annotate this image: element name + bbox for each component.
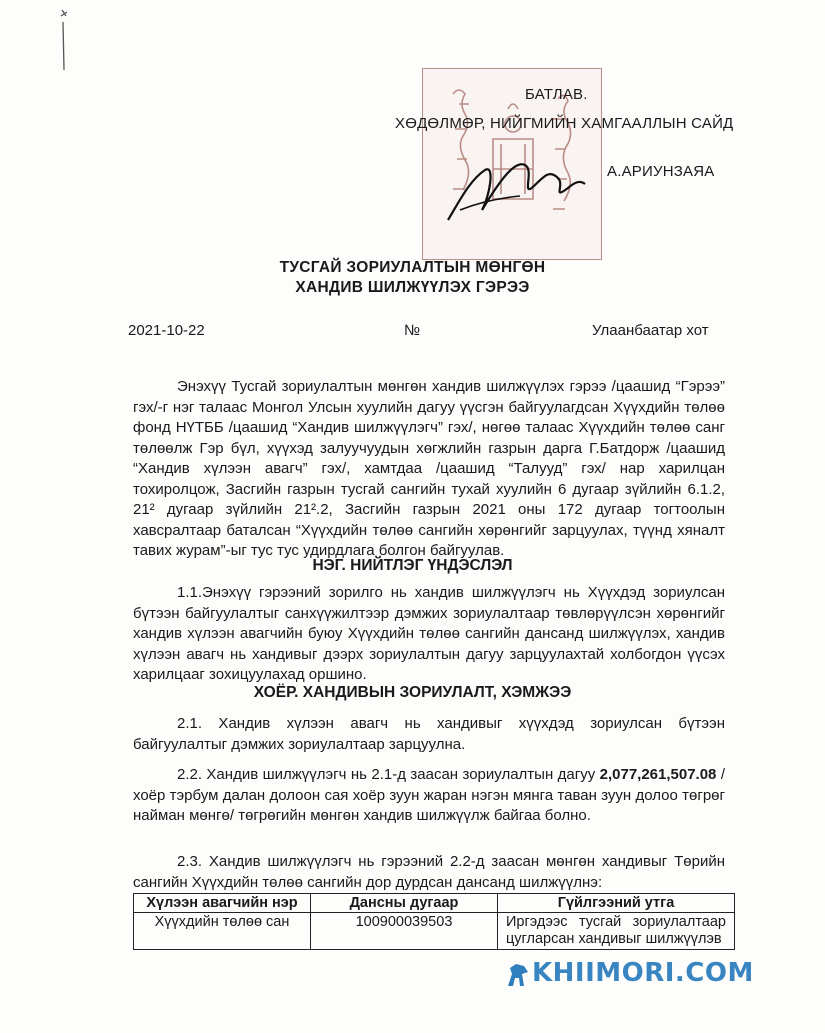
section-2-heading: ХОЁР. ХАНДИВЫН ЗОРИУЛАЛТ, ХЭМЖЭЭ (253, 684, 572, 701)
document-number-label: № (404, 322, 421, 339)
section-2-paragraph-2 (133, 765, 725, 827)
intro-paragraph: Энэхүү Тусгай зориулалтын мөнгөн хандив шилжүүлэх гэрээ /цаашид “Гэрээ” гэх/-г нэг талаас Монгол Улсын хуулийн дагуу үүсгэн байгуулагдсан Хүүхдийн төлөө фонд НҮТББ /цаашид “Хандив шилжүүлэгч” гэх/, нөгөө талаас Хүүхдийн төлөө санг төлөөлж Гэр бүл, хүүхэд залуучуудын хөгжлийн газрын дарга Г.Батдорж /цаашид “Хандив хүлээн авагч” гэх/, хамтдаа /цаашид “Талууд” гэх/ нар харилцан тохиролцож, Засгийн газрын тусгай сангийн тухай хуулийн 6 дугаар зүйлийн 6.1.2, 21² дугаар зүйлийн 21².2, Засгийн газрын 2021 оны 172 дугаар тогтоолын хавсралтаар баталсан “Хүүхдийн төлөө сангийн хөрөнгийг зарцуулах, түүнд хяналт тавих журам”-ыг тус тус удирдлага болгон байгуулав. (133, 378, 725, 559)
amount-lead-text: 2.2. Хандив шилжүүлэгч нь 2.1-д заасан зориулалтын дагуу (177, 766, 600, 783)
approval-name: А.АРИУНЗАЯА (607, 163, 715, 180)
approval-label: БАТЛАВ. (525, 86, 588, 103)
amount-words-text: /хоёр тэрбум далан долоон сая хоёр зуун жаран нэгэн мянга таван зуун долоо төгрөг найман мөнгө/ төгрөгийн мөнгөн хандив шилжүүлж байгаа болно. (133, 766, 725, 824)
table-header-row (134, 894, 735, 913)
site-watermark: KHIIMORI.COM (532, 958, 754, 988)
document-date: 2021-10-22 (128, 322, 205, 339)
table-header-account: Дансны дугаар (311, 894, 498, 913)
account-table (133, 893, 735, 950)
title-line-1: ТУСГАЙ ЗОРИУЛАЛТЫН МӨНГӨН (279, 259, 546, 276)
table-cell-purpose: Иргэдээс тусгай зориулалтаар цугларсан хандивыг шилжүүлэв (498, 913, 735, 950)
section-1-heading: НЭГ. НИЙТЛЭГ ҮНДЭСЛЭЛ (312, 557, 513, 574)
signature (440, 140, 590, 230)
table-cell-recipient: Хүүхдийн төлөө сан (134, 913, 311, 950)
table-cell-account: 100900039503 (311, 913, 498, 950)
section-2-paragraph-3: 2.3. Хандив шилжүүлэгч нь гэрээний 2.2-д заасан мөнгөн хандивыг Төрийн сангийн Хүүхдийн төлөө сангийн дор дурдсан дансанд шилжүүлнэ: (133, 853, 725, 891)
document-city: Улаанбаатар хот (592, 322, 709, 339)
document-title (0, 258, 825, 298)
section-1-paragraph-1: 1.1.Энэхүү гэрээний зорилго нь хандив шилжүүлэгч нь Хүүхдэд зориулсан бүтээн байгуулалтыг санхүүжилтээр дэмжих зориулалтаар төвлөрүүлсэн хөрөнгийг хандив хүлээн авагчийн буюу Хүүхдийн төлөө сангийн дансанд шилжүүлэх, хандив хүлээн авагч нь хандивыг дээрх зориулалтын дагуу зарцуулахтай холбогдон үүсэх харилцааг зохицуулахад оршино. (133, 584, 725, 683)
donation-amount: 2,077,261,507.08 (599, 766, 717, 783)
approval-position: ХӨДӨЛМӨР, НИЙГМИЙН ХАМГААЛЛЫН САЙД (395, 115, 734, 132)
margin-mark (58, 8, 72, 72)
table-header-recipient: Хүлээн авагчийн нэр (134, 894, 311, 913)
horse-logo-icon (504, 960, 532, 990)
table-row (134, 913, 735, 950)
table-header-purpose: Гүйлгээний утга (498, 894, 735, 913)
section-2-paragraph-1: 2.1. Хандив хүлээн авагч нь хандивыг хүүхдэд зориулсан бүтээн байгуулалтыг дэмжих зориулалтаар зарцуулна. (133, 715, 725, 753)
title-line-2: ХАНДИВ ШИЛЖҮҮЛЭХ ГЭРЭЭ (295, 279, 530, 296)
